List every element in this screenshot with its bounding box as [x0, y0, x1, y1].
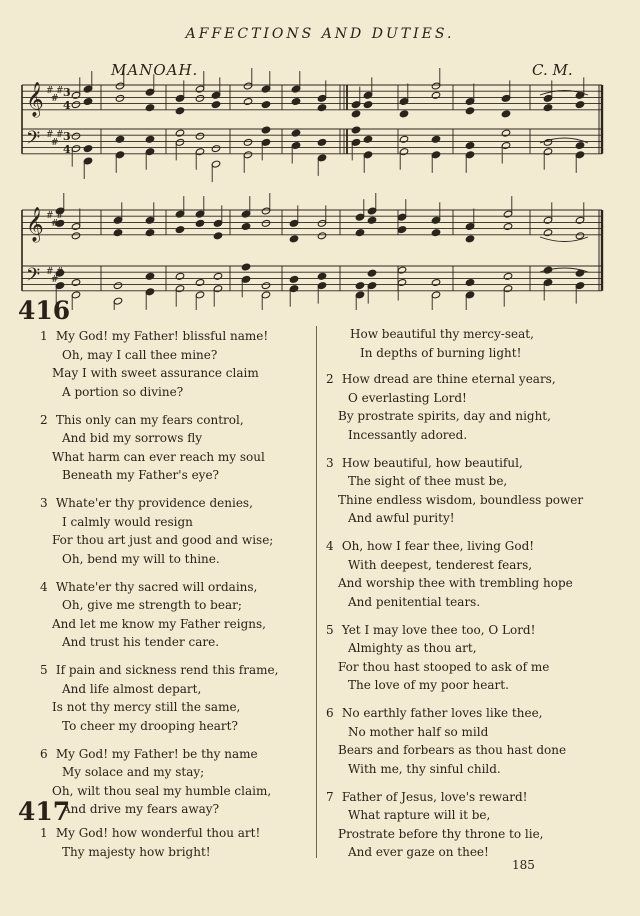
stanza-line: [326, 596, 626, 615]
verse-line: My God! my Father! blissful name!: [55, 329, 269, 343]
stanza-line: [326, 846, 626, 865]
stanza-line: [326, 763, 626, 782]
stanza: [40, 497, 310, 571]
verse-line: In depths of burning light!: [360, 345, 522, 360]
svg-text:#: #: [56, 211, 64, 221]
stanza: [40, 748, 310, 822]
verse-line: Oh, bend my will to thine.: [62, 551, 220, 566]
stanza-line: [338, 328, 628, 347]
svg-text:#: #: [51, 219, 59, 229]
stanza-line: [40, 683, 310, 702]
stanza-line: [326, 429, 626, 448]
stanza-number: 7: [326, 789, 334, 804]
verse-line: With deepest, tenderest fears,: [348, 557, 533, 572]
svg-text:#: #: [46, 86, 54, 96]
verse-line: My solace and my stay;: [62, 765, 205, 779]
stanza-line: [326, 540, 626, 559]
stanza-number: 5: [326, 622, 334, 637]
stanza-line: [40, 349, 310, 368]
meter: C. M.: [532, 61, 573, 79]
svg-text:#: #: [56, 86, 64, 96]
stanza-line: [40, 451, 310, 470]
stanza-line: [40, 720, 310, 739]
stanza-line: [40, 846, 310, 865]
hymn-417-stanza-1-start: [40, 827, 310, 864]
stanza-number: 4: [326, 539, 334, 553]
verse-line: Father of Jesus, love's reward!: [341, 789, 528, 804]
stanza-line: [40, 432, 310, 451]
verse-line: Is not thy mercy still the same,: [52, 700, 241, 714]
stanza-line: [40, 553, 310, 572]
stanza-line: [326, 475, 626, 494]
stanza-line: [40, 618, 310, 637]
stanza-line: [40, 516, 310, 535]
svg-text:𝄢: 𝄢: [26, 265, 41, 290]
verse-line: For thou hast stooped to ask of me: [338, 659, 550, 674]
stanza-line: [40, 803, 310, 822]
hymn-number-417: 417: [18, 797, 71, 826]
verse-line: And trust his tender care.: [62, 635, 220, 649]
verse-line: Oh, wilt thou seal my humble claim,: [52, 783, 272, 798]
verse-line: Beneath my Father's eye?: [62, 468, 219, 482]
stanza-line: [40, 748, 310, 767]
svg-text:3: 3: [63, 86, 71, 99]
stanza: [40, 664, 310, 738]
stanza-line: [326, 791, 626, 810]
music-score: [0, 0, 640, 310]
verse-line: Whate'er thy providence denies,: [55, 496, 253, 510]
verse-line: The love of my poor heart.: [348, 678, 509, 692]
verse-line: The sight of thee must be,: [348, 474, 508, 488]
stanza-line: [338, 347, 628, 366]
stanza-number: 5: [40, 663, 48, 677]
stanza-line: [40, 330, 310, 349]
stanza-number: 3: [40, 496, 48, 510]
stanza-line: [326, 679, 626, 698]
stanza: [40, 414, 310, 488]
stanza-line: [326, 392, 626, 411]
verse-line: And ever gaze on thee!: [348, 845, 489, 859]
verse-line: And awful purity!: [348, 511, 455, 525]
verse-line: How beautiful thy mercy-seat,: [350, 327, 534, 341]
hymn-number-416: 416: [18, 296, 71, 325]
stanza-line: [326, 828, 626, 847]
stanza-line: [326, 726, 626, 745]
svg-text:#: #: [51, 138, 59, 148]
hymn-416-text: [40, 330, 310, 831]
svg-text:#: #: [51, 94, 59, 104]
stanza: [326, 624, 626, 698]
stanza-number: 6: [326, 706, 334, 720]
stanza-line: [40, 367, 310, 386]
verse-line: My God! how wonderful thou art!: [55, 826, 261, 840]
verse-line: Prostrate before thy throne to lie,: [338, 826, 544, 841]
stanza-line: [40, 414, 310, 433]
verse-line: And worship thee with trembling hope: [338, 576, 573, 590]
verse-line: With me, thy sinful child.: [348, 761, 501, 776]
stanza-line: [40, 469, 310, 488]
svg-text:𝄞: 𝄞: [26, 82, 44, 117]
page-number: 185: [512, 858, 535, 872]
stanza-line: [326, 744, 626, 763]
stanza-line: [40, 386, 310, 405]
stanza: [326, 540, 626, 614]
verse-line: Oh, may I call thee mine?: [62, 347, 218, 362]
verse-line: Yet I may love thee too, O Lord!: [341, 622, 536, 637]
verse-line: If pain and sickness rend this frame,: [55, 663, 279, 677]
stanza-line: [326, 559, 626, 578]
verse-line: Bears and forbears as thou hast done: [338, 743, 567, 757]
stanza: [40, 330, 310, 404]
verse-line: O everlasting Lord!: [348, 390, 467, 405]
stanza-line: [40, 581, 310, 600]
verse-line: For thou art just and good and wise;: [52, 533, 274, 547]
verse-line: I calmly would resign: [62, 514, 193, 529]
stanza-number: 4: [40, 579, 48, 594]
verse-line: Almighty as thou art,: [348, 641, 477, 655]
stanza-number: 2: [326, 372, 334, 386]
verse-line: And penitential tears.: [348, 594, 481, 609]
stanza-line: [40, 599, 310, 618]
verse-line: This only can my fears control,: [55, 412, 244, 427]
stanza: [326, 791, 626, 865]
stanza-number: 2: [40, 412, 48, 427]
column-divider: [316, 326, 317, 858]
verse-line: What rapture will it be,: [348, 808, 491, 822]
tune-name: MANOAH.: [111, 61, 199, 79]
stanza-line: [40, 534, 310, 553]
stanza: [40, 581, 310, 655]
verse-line: And let me know my Father reigns,: [52, 616, 266, 631]
stanza-line: [40, 827, 310, 846]
stanza-line: [326, 494, 626, 513]
stanza-line: [326, 642, 626, 661]
stanza-line: [40, 766, 310, 785]
stanza-line: [40, 497, 310, 516]
svg-text:4: 4: [63, 99, 71, 112]
verse-line: Oh, give me strength to bear;: [62, 598, 242, 612]
stanza-line: [326, 373, 626, 392]
verse-line: What harm can ever reach my soul: [52, 449, 265, 464]
stanza-line: [326, 809, 626, 828]
stanza-line: [326, 624, 626, 643]
verse-line: How beautiful, how beautiful,: [341, 455, 523, 470]
hymn-417-stanza-1-end: [338, 328, 628, 365]
stanza-line: [40, 636, 310, 655]
svg-text:𝄢: 𝄢: [26, 128, 41, 153]
verse-line: And life almost depart,: [62, 681, 202, 696]
stanza: [326, 457, 626, 531]
verse-line: How dread are thine eternal years,: [341, 372, 556, 386]
stanza-line: [326, 512, 626, 531]
verse-line: To cheer my drooping heart?: [62, 718, 238, 733]
verse-line: My God! my Father! be thy name: [55, 746, 258, 761]
svg-text:#: #: [46, 267, 54, 277]
stanza: [326, 373, 626, 447]
hymn-417-text: [326, 373, 626, 874]
stanza-line: [326, 410, 626, 429]
stanza-line: [326, 707, 626, 726]
svg-text:#: #: [56, 130, 64, 140]
verse-line: Thine endless wisdom, boundless power: [338, 492, 584, 507]
verse-line: By prostrate spirits, day and night,: [338, 409, 551, 423]
verse-line: And bid my sorrows fly: [62, 431, 202, 445]
stanza-line: [40, 664, 310, 683]
stanza-line: [326, 577, 626, 596]
verse-line: No earthly father loves like thee,: [341, 706, 543, 720]
svg-text:#: #: [46, 211, 54, 221]
svg-text:𝄞: 𝄞: [26, 207, 44, 242]
stanza: [326, 707, 626, 781]
page-header: AFFECTIONS AND DUTIES.: [185, 26, 455, 42]
verse-line: Thy majesty how bright!: [62, 844, 211, 859]
verse-line: Oh, how I fear thee, living God!: [341, 539, 535, 553]
stanza-line: [40, 785, 310, 804]
stanza-line: [326, 457, 626, 476]
svg-text:#: #: [56, 267, 64, 277]
verse-line: No mother half so mild: [348, 724, 489, 739]
verse-line: Incessantly adored.: [348, 427, 468, 442]
stanza-line: [40, 701, 310, 720]
stanza-number: 1: [40, 329, 48, 343]
verse-line: And drive my fears away?: [62, 802, 220, 816]
svg-text:#: #: [51, 275, 59, 285]
verse-line: May I with sweet assurance claim: [52, 366, 259, 380]
svg-text:4: 4: [63, 143, 71, 156]
verse-line: A portion so divine?: [62, 384, 184, 399]
verse-line: Whate'er thy sacred will ordains,: [55, 579, 258, 594]
stanza-line: [326, 661, 626, 680]
stanza-number: 3: [326, 455, 334, 470]
stanza-number: 6: [40, 746, 48, 761]
stanza-number: 1: [40, 826, 48, 840]
svg-text:3: 3: [63, 130, 71, 143]
svg-text:#: #: [46, 130, 54, 140]
